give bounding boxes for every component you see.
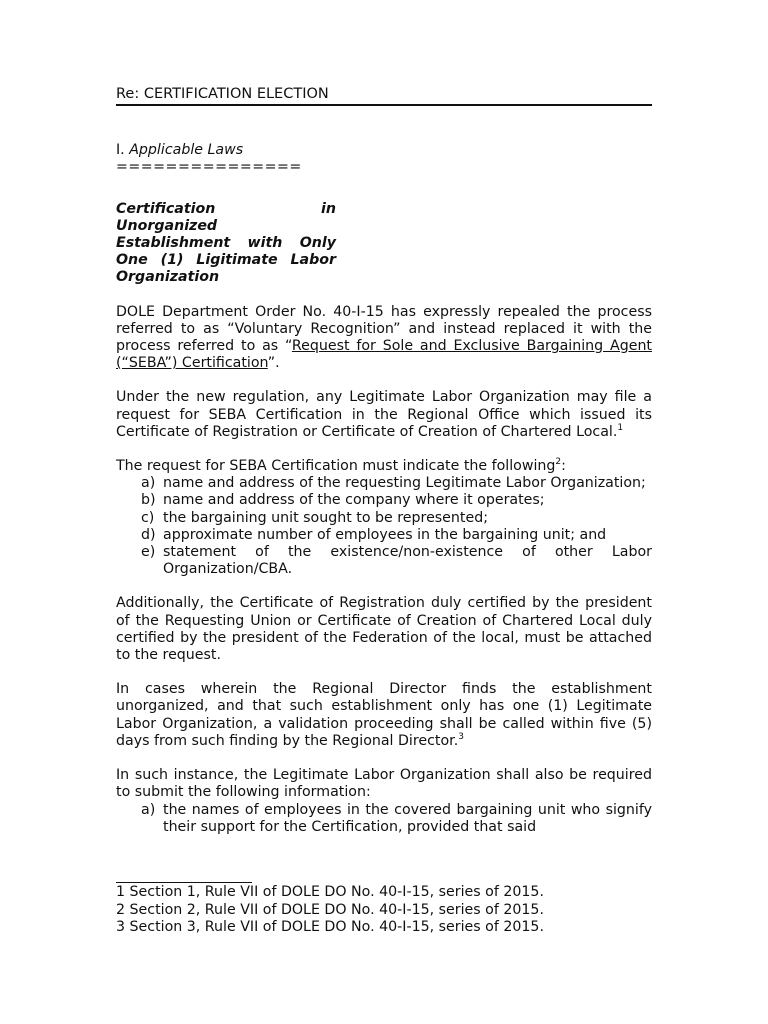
subheading-line-5: Organization [116, 269, 220, 286]
requirements-list [116, 475, 652, 578]
list-item-text: name and address of the requesting Legitimate Labor Organization; [163, 475, 646, 492]
list-marker: d) [141, 526, 156, 543]
list-item [116, 492, 652, 509]
footnote-2: 2 Section 2, Rule VII of DOLE DO No. 40-I-15, series of 2015. [116, 901, 544, 918]
list-item-text: the bargaining unit sought to be represented; [163, 509, 488, 526]
list-marker: c) [141, 509, 155, 526]
paragraph-attachments: Additionally, the Certificate of Registration duly certified by the president of the Requesting Union or Certificate of Creation of Chartered Local duly certified by the president of the Federation of the local, must be attached to the request. [116, 595, 652, 664]
list-item [116, 510, 652, 527]
subheading-line-3: Establishment with Only [116, 235, 336, 252]
section-underline: =============== [116, 159, 302, 176]
subheading-line-2: Unorganized [116, 217, 218, 234]
footnote-separator [116, 882, 252, 883]
paragraph-repeal-end: ”. [267, 355, 280, 372]
list-item-text: statement of the existence/non-existence of other Labor Organization/CBA. [163, 544, 652, 578]
list-item [116, 527, 652, 544]
paragraph-repeal [116, 304, 652, 373]
subheading-word-certification: Certification [116, 200, 216, 217]
list-item [116, 802, 652, 836]
paragraph-new-regulation [116, 389, 652, 441]
footnote-ref-3: 3 [458, 731, 464, 742]
subject-title: CERTIFICATION ELECTION [143, 86, 329, 102]
list-marker: b) [141, 492, 156, 509]
requirements-intro: The request for SEBA Certification must indicate the following [116, 458, 556, 475]
footnote-ref-2: 2 [555, 457, 562, 468]
subheading-line-1 [116, 201, 336, 218]
list-marker: e) [141, 544, 156, 561]
paragraph-validation [116, 681, 652, 750]
seba-certification-term: Request for Sole and Exclusive Bargaining Agent (“SEBA”) Certification [116, 338, 652, 372]
list-item [116, 475, 652, 492]
requirements-colon: : [561, 458, 566, 475]
list-item [116, 544, 652, 578]
subheading-word-in: in [321, 200, 336, 217]
additional-info-list [116, 802, 652, 836]
footnote-3: 3 Section 3, Rule VII of DOLE DO No. 40-I-15, series of 2015. [116, 919, 544, 935]
subheading [116, 201, 336, 287]
subject-line [116, 86, 652, 106]
document-body [116, 86, 652, 836]
paragraph-repeal-text: DOLE Department Order No. 40-I-15 has expressly repealed the process referred to as “Voluntary Recognition” and instead replaced it with the process referred to as “ [116, 303, 652, 355]
footnote-1: 1 Section 1, Rule VII of DOLE DO No. 40-I-15, series of 2015. [116, 884, 544, 900]
footnotes [116, 884, 652, 937]
section-heading [116, 142, 652, 159]
list-item-text: name and address of the company where it operates; [163, 492, 545, 509]
section-title: Applicable Laws [129, 142, 244, 159]
list-marker: a) [141, 801, 156, 818]
paragraph-new-regulation-text: Under the new regulation, any Legitimate Labor Organization may file a request for SEBA Certification in the Regional Office which issued its Certificate of Registration or Certificate of Creation of Chartered Local. [116, 389, 652, 440]
footnote-ref-1: 1 [617, 422, 624, 433]
paragraph-request-requirements [116, 458, 652, 475]
paragraph-validation-text: In cases wherein the Regional Director finds the establishment unorganized, and that such establishment only has one (1) Legitimate Labor Organization, a validation proceeding shall be called within five (5) days from such finding by the Regional Director. [116, 681, 652, 749]
list-item-text: approximate number of employees in the bargaining unit; and [163, 526, 607, 543]
list-item-text: the names of employees in the covered bargaining unit who signify their support for the Certification, provided that said [163, 801, 652, 835]
list-marker: a) [141, 475, 156, 492]
subject-prefix: Re: [116, 86, 144, 102]
subheading-line-4: One (1) Ligitimate Labor [116, 252, 336, 269]
section-number: I. [116, 142, 130, 159]
paragraph-additional-info: In such instance, the Legitimate Labor Organization shall also be required to submit the following information: [116, 767, 652, 801]
